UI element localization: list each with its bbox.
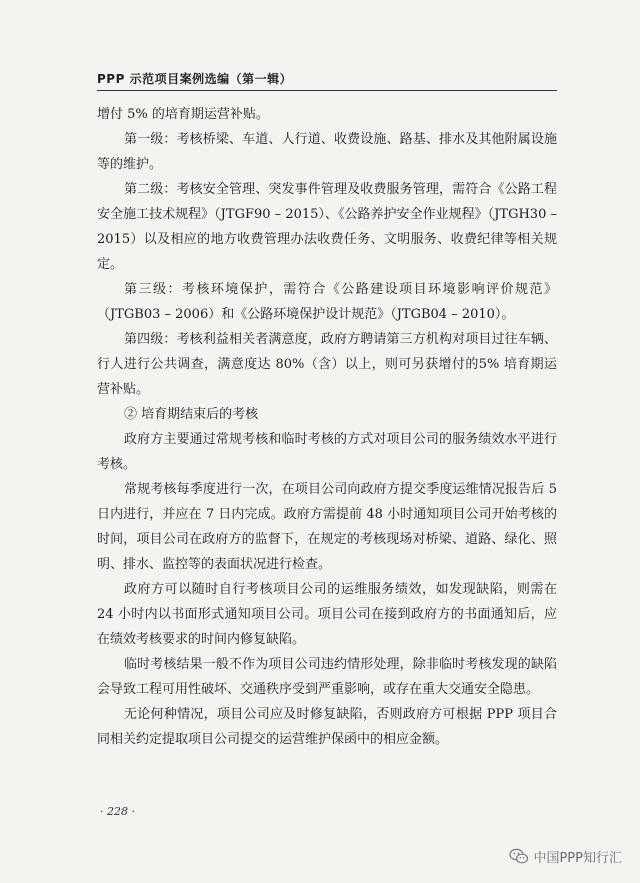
wechat-icon [509, 848, 529, 865]
paragraph-11: 无论何种情况，项目公司应及时修复缺陷，否则政府方可根据 PPP 项目合同相关约定提取项目公司提交的运营维护保函中的相应金额。 [97, 707, 557, 747]
section-heading: ② 培育期结束后的考核 [124, 407, 259, 422]
paragraph-1: 增付 5% 的培育期运营补贴。 [97, 107, 269, 122]
header-divider [97, 90, 557, 91]
paragraph-5: 第四级：考核利益相关者满意度，政府方聘请第三方机构对项目过往车辆、行人进行公共调查，满意度达 80%（含）以上，则可另获增付的5% 培育期运营补贴。 [97, 332, 557, 397]
paragraph-3: 第二级：考核安全管理、突发事件管理及收费服务管理，需符合《公路工程安全施工技术规程》（JTGF90 – 2015）、《公路养护安全作业规程》（JTGH30 – 2015）以及相应的地方收费管理办法收费任务、文明服务、收费纪律等相关规定。 [97, 182, 557, 272]
paragraph-2: 第一级：考核桥梁、车道、人行道、收费设施、路基、排水及其他附属设施等的维护。 [97, 132, 557, 172]
running-header: PPP 示范项目案例选编（第一辑） [97, 72, 293, 86]
paragraph-10: 临时考核结果一般不作为项目公司违约情形处理，除非临时考核发现的缺陷会导致工程可用性破坏、交通秩序受到严重影响，或存在重大交通安全隐患。 [97, 657, 557, 697]
paragraph-4: 第三级：考核环境保护，需符合《公路建设项目环境影响评价规范》（JTGB03 – 2006）和《公路环境保护设计规范》（JTGB04 – 2010）。 [97, 282, 557, 322]
paragraph-8: 常规考核每季度进行一次，在项目公司向政府方提交季度运维情况报告后 5 日内进行，并应在 7 日内完成。政府方需提前 48 小时通知项目公司开始考核的时间，项目公司在政府方的监督下，在规定的考核现场对桥梁、道路、绿化、照明、排水、监控等的表面状况进行检查。 [97, 482, 557, 572]
watermark-text: 中国PPP知行汇 [533, 851, 622, 866]
paragraph-9: 政府方可以随时自行考核项目公司的运维服务绩效，如发现缺陷，则需在 24 小时内以书面形式通知项目公司。项目公司在接到政府方的书面通知后，应在绩效考核要求的时间内修复缺陷。 [97, 582, 557, 647]
page-number: · 228 · [100, 805, 135, 818]
body-text [97, 102, 557, 752]
watermark [509, 847, 622, 866]
paragraph-7: 政府方主要通过常规考核和临时考核的方式对项目公司的服务绩效水平进行考核。 [97, 432, 557, 472]
